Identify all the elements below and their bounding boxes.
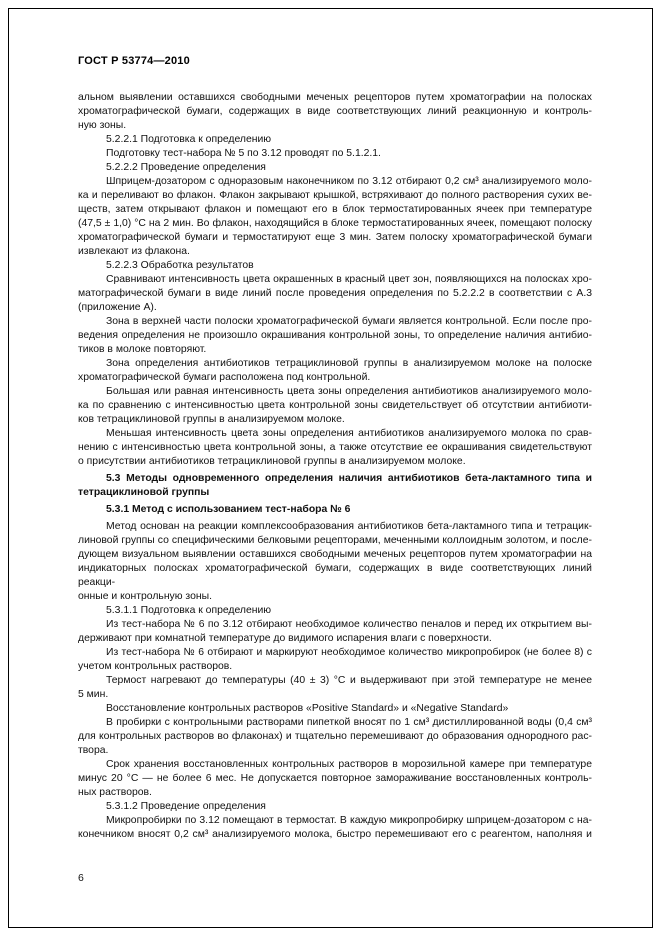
text-line: дующем визуальном выявлении оставшихся свободными меченых рецепторов путем хроматографии на bbox=[78, 549, 592, 560]
text-line: ных растворов. bbox=[78, 787, 152, 798]
text-line: ную зоны. bbox=[78, 120, 127, 131]
text-line: Зона в верхней части полоски хроматографической бумаги является контрольной. Если после про- bbox=[106, 316, 592, 327]
text-line: 5.2.2.3 Обработка результатов bbox=[106, 260, 254, 271]
paragraph bbox=[78, 814, 592, 842]
text-line: (47,5 ± 1,0) °С на 2 мин. Во флакон, находящийся в блоке термостатированных ячеек, помещают полоску bbox=[78, 218, 592, 229]
text-line: Большая или равная интенсивность цвета зоны определения антибиотиков анализируемого моло- bbox=[106, 386, 592, 397]
text-line: Восстановление контрольных растворов «Positive Standard» и «Negative Standard» bbox=[106, 703, 509, 714]
paragraph bbox=[78, 161, 592, 175]
paragraph bbox=[78, 259, 592, 273]
text-line: ка и переливают во флакон. Флакон закрывают крышкой, встряхивают до полного растворения сухих ве- bbox=[78, 190, 592, 201]
paragraph bbox=[78, 273, 592, 315]
paragraph bbox=[78, 800, 592, 814]
paragraph bbox=[78, 674, 592, 702]
text-line: Подготовку тест-набора № 5 по 3.12 проводят по 5.1.2.1. bbox=[106, 148, 381, 159]
text-line: линовой группы со специфическими белковыми рецепторами, меченными коллоидным золотом, и после- bbox=[78, 535, 592, 546]
section-heading bbox=[78, 472, 592, 500]
text-line: (приложение А). bbox=[78, 302, 157, 313]
paragraph bbox=[78, 427, 592, 469]
text-line: Сравнивают интенсивность цвета окрашенных в красный цвет зон, появляющихся на полосках хро- bbox=[106, 274, 592, 285]
text-line: Срок хранения восстановленных контрольных растворов в морозильной камере при температуре bbox=[106, 759, 592, 770]
text-line: хроматографической бумаги и термостатируют еще 3 мин. Затем полоску хроматографической бумаги bbox=[78, 232, 592, 243]
paragraph bbox=[78, 385, 592, 427]
text-line: ществ, затем открывают флакон и помещают его в блок термостатированных ячеек при температуре bbox=[78, 204, 592, 215]
text-line: ведения определения не произошло окрашивания контрольной зоны, то определение наличия антибио- bbox=[78, 330, 592, 341]
text-line: учетом контрольных растворов. bbox=[78, 661, 233, 672]
text-line: хроматографической бумаги, содержащих в виде соответствующих линий реакционную и контроль- bbox=[78, 106, 592, 117]
text-line: Из тест-набора № 6 по 3.12 отбирают необходимое количество пеналов и перед их открытием вы- bbox=[106, 619, 592, 630]
paragraph bbox=[78, 91, 592, 133]
text-line: 5.2.2.1 Подготовка к определению bbox=[106, 134, 272, 145]
text-line: Микропробирки по 3.12 помещают в термостат. В каждую микропробирку шприцем-дозатором с на- bbox=[106, 815, 592, 826]
text-line: Шприцем-дозатором с одноразовым наконечником по 3.12 отбирают 0,2 см³ анализируемого моло- bbox=[106, 176, 592, 187]
section-heading bbox=[78, 503, 592, 517]
text-line: Метод основан на реакции комплексообразования антибиотиков бета-лактамного типа и тетрацик- bbox=[106, 521, 592, 532]
text-line: держивают при комнатной температуре до видимого испарения влаги с поверхности. bbox=[78, 633, 492, 644]
paragraph bbox=[78, 357, 592, 385]
text-line: 5.3.1.2 Проведение определения bbox=[106, 801, 266, 812]
document-standard-number: ГОСТ Р 53774—2010 bbox=[78, 55, 190, 67]
text-line: 5.2.2.2 Проведение определения bbox=[106, 162, 266, 173]
paragraph bbox=[78, 618, 592, 646]
text-line: нению с интенсивностью цвета контрольной зоны, а также отсутствие ее окрашивания свидетельствуют bbox=[78, 442, 592, 453]
text-line: тетрациклиновой группы bbox=[78, 487, 210, 498]
paragraph bbox=[78, 646, 592, 674]
text-line: ка по сравнению с интенсивностью цвета контрольной зоны свидетельствует об отсутствии антибиоти- bbox=[78, 400, 592, 411]
text-line: 5.3.1 Метод с использованием тест-набора № 6 bbox=[106, 504, 351, 515]
text-line: матографической бумаги в виде линий после проведения определения по 5.2.2.2 в соответствии с А.3 bbox=[78, 288, 592, 299]
paragraph bbox=[78, 604, 592, 618]
text-line: минус 20 °С — не более 6 мес. Не допускается повторное замораживание восстановленных контроль- bbox=[78, 773, 592, 784]
page-number: 6 bbox=[78, 872, 84, 884]
text-line: тиков в молоке повторяют. bbox=[78, 344, 207, 355]
text-line: В пробирки с контрольными растворами пипеткой вносят по 1 см³ дистиллированной воды (0,4 см³ bbox=[106, 717, 592, 728]
text-line: 5.3.1.1 Подготовка к определению bbox=[106, 605, 272, 616]
text-line: конечником вносят 0,2 см³ анализируемого молока, быстро перемешивают его с реагентом, наполняя и bbox=[78, 829, 592, 840]
text-line: Из тест-набора № 6 отбирают и маркируют необходимое количество микропробирок (не более 8) с bbox=[106, 647, 592, 658]
text-line: онные и контрольную зоны. bbox=[78, 591, 212, 602]
text-line: ков тетрациклиновой группы в анализируемом молоке. bbox=[78, 414, 345, 425]
text-line: 5 мин. bbox=[78, 689, 109, 700]
text-line: о присутствии антибиотиков тетрациклиновой группы в анализируемом молоке. bbox=[78, 456, 466, 467]
text-line: альном выявлении оставшихся свободными меченых рецепторов путем хроматографии на полосках bbox=[78, 92, 592, 103]
paragraph bbox=[78, 702, 592, 716]
paragraph bbox=[78, 147, 592, 161]
paragraph bbox=[78, 315, 592, 357]
paragraph bbox=[78, 716, 592, 758]
text-line: 5.3 Методы одновременного определения наличия антибиотиков бета-лактамного типа и bbox=[106, 473, 592, 484]
text-line: индикаторных полосках хроматографической бумаги, содержащих в виде соответствующих линий реакци- bbox=[78, 563, 592, 588]
paragraph bbox=[78, 175, 592, 259]
text-line: Зона определения антибиотиков тетрациклиновой группы в анализируемом молоке на полоске bbox=[106, 358, 592, 369]
paragraph bbox=[78, 133, 592, 147]
paragraph bbox=[78, 758, 592, 800]
text-line: Меньшая интенсивность цвета зоны определения антибиотиков анализируемого молока по срав- bbox=[106, 428, 592, 439]
document-body-text bbox=[78, 91, 592, 842]
text-line: для контрольных растворов во флаконах) и тщательно перемешивают до образования однородного рас- bbox=[78, 731, 592, 742]
paragraph bbox=[78, 520, 592, 604]
text-line: извлекают из флакона. bbox=[78, 246, 190, 257]
text-line: твора. bbox=[78, 745, 109, 756]
text-line: Термост нагревают до температуры (40 ± 3) °С и выдерживают при этой температуре не менее bbox=[106, 675, 592, 686]
text-line: хроматографической бумаги расположена под контрольной. bbox=[78, 372, 371, 383]
